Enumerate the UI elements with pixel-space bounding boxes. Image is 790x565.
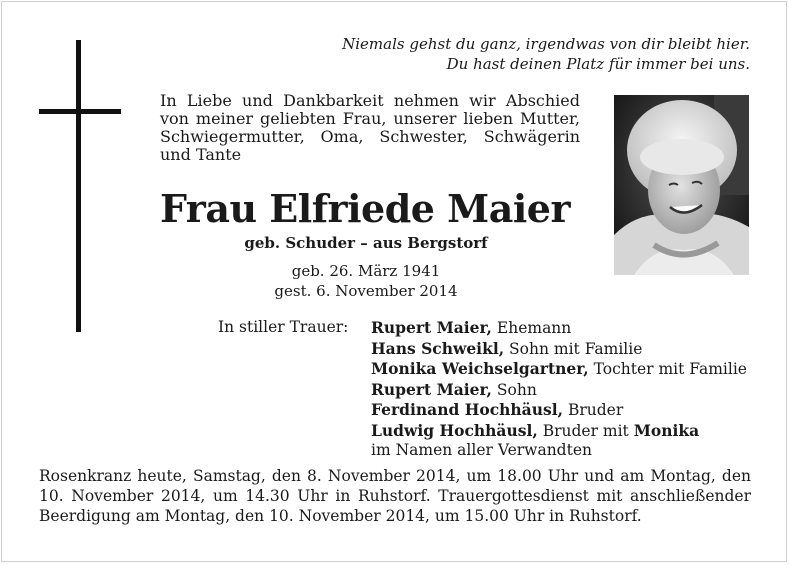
mourner-relation: Bruder mit [537,421,634,440]
mourner-name: Rupert Maier, [371,318,492,337]
mourner-extra-name: Monika [633,420,700,440]
service-information: Rosenkranz heute, Samstag, den 8. November 2014, um 18.00 Uhr und am Montag, den 10. November 2014, um 14.30 Uhr in Ruhstorf. Trauergottesdienst mit anschließender Beerdigung am Montag, den 10. November 2014, um 15.00 Uhr in Ruhstorf. [39,467,751,525]
mourners-list [371,318,747,461]
deceased-name: Frau Elfriede Maier [160,186,570,231]
mourner-row [371,421,747,442]
mourner-name: Ferdinand Hochhäusl, [371,400,564,419]
motto-line-2: Du hast deinen Platz für immer bei uns. [446,55,750,73]
motto-line-1: Niemals gehst du ganz, irgendwas von dir bleibt hier. [342,35,750,53]
life-dates [160,261,572,301]
cross-horizontal-bar [39,109,121,114]
mourner-row [371,339,747,360]
mourner-name: Hans Schweikl, [371,338,505,358]
mourner-name: Ludwig Hochhäusl, [371,420,538,440]
death-date: gest. 6. November 2014 [274,282,458,300]
mourner-relation: Tochter mit Familie [588,360,747,378]
intro-text: In Liebe und Dankbarkeit nehmen wir Abschied von meiner geliebten Frau, unserer lieben Mutter, Schwiegermutter, Oma, Schwester, Schwägerin und Tante [160,91,580,164]
mourner-row [371,359,747,380]
mourner-relation: Sohn [491,380,537,399]
mourner-row [371,380,747,401]
mourner-relation: Sohn mit Familie [504,339,643,358]
mourner-relation: Bruder [563,401,624,419]
mourner-name: Monika Weichselgartner, [371,359,589,378]
birth-date: geb. 26. März 1941 [291,262,441,280]
mourner-row [371,400,747,421]
portrait-photo [614,95,749,275]
mourner-relation: Ehemann [491,319,572,337]
portrait-image [614,95,749,275]
mourner-row [371,318,747,339]
mourner-name: Rupert Maier, [371,379,492,399]
birth-name: geb. Schuder – aus Bergstorf [244,234,488,252]
cross-vertical-bar [76,40,81,332]
mourners-label: In stiller Trauer: [218,318,349,336]
mourners-closing: im Namen aller Verwandten [371,441,592,459]
motto [342,34,750,74]
